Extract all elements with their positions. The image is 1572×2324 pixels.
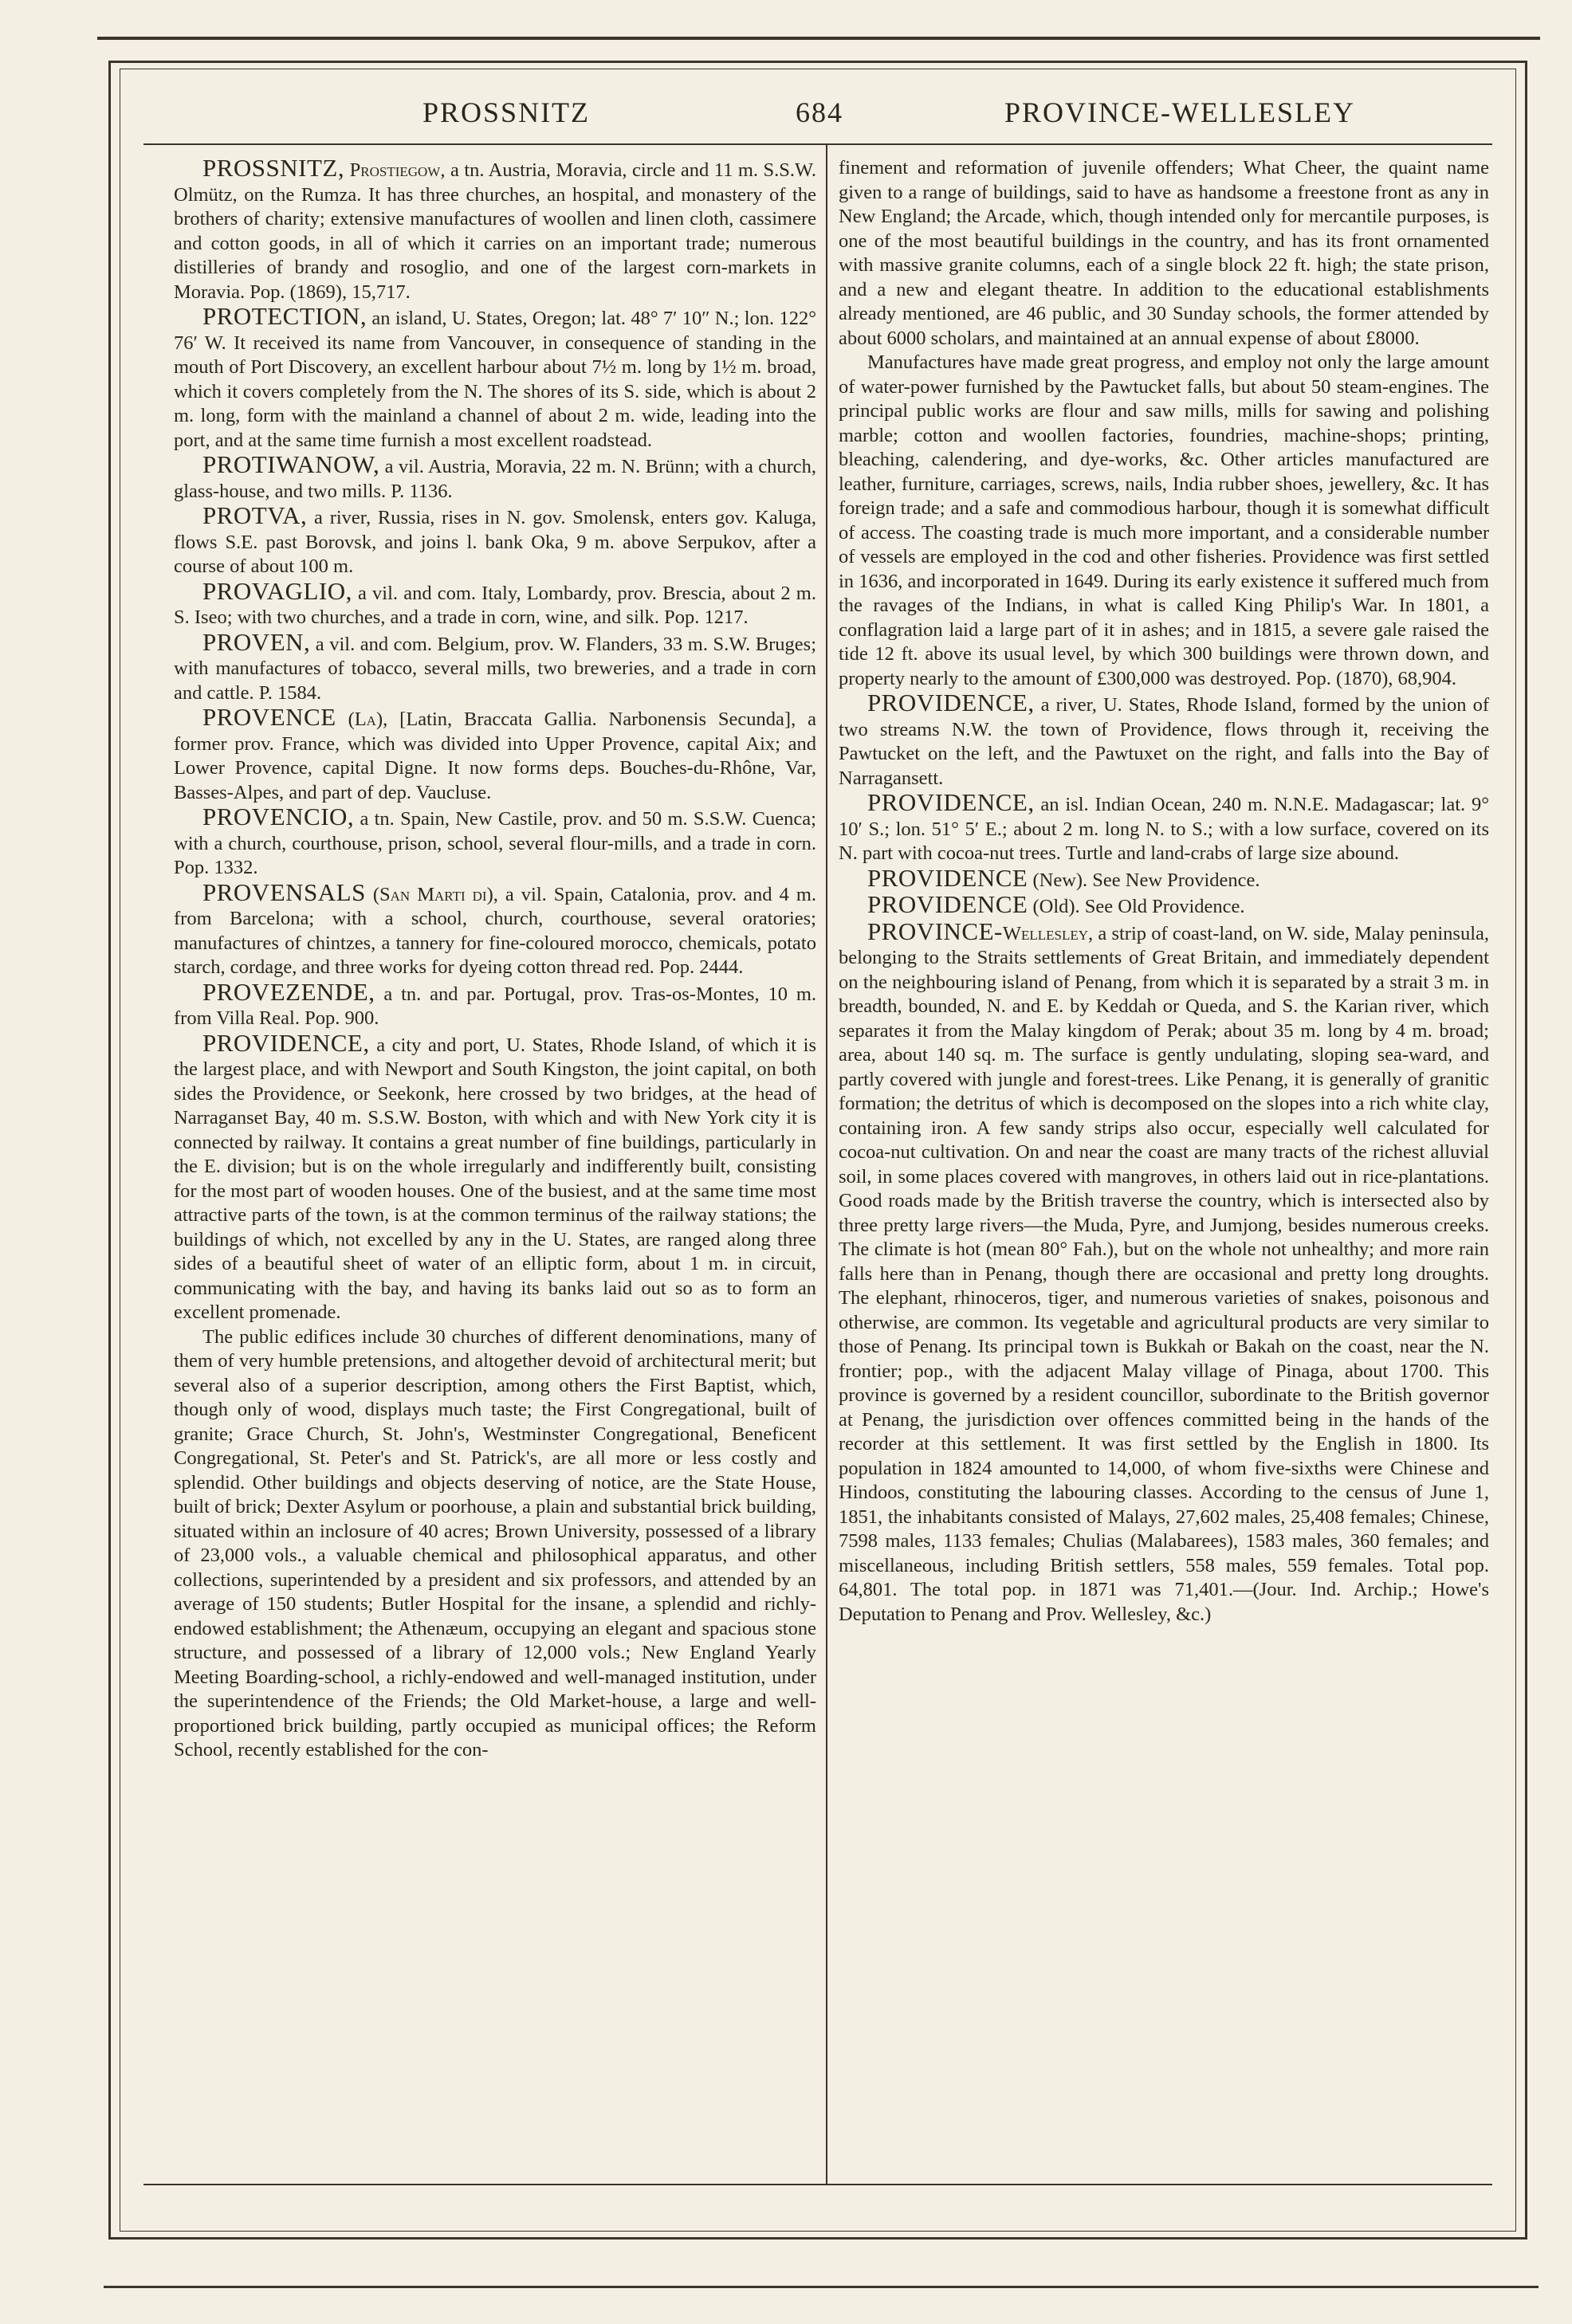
entry-protva: PROTVA, a river, Russia, rises in N. gov. Smolensk, enters gov. Kaluga, flows S.E. past Borovsk, and joins l. bank Oka, 9 m. above Serpukov, after a course of about 100 m.	[174, 501, 816, 577]
providence-manufactures-paragraph: Manufactures have made great progress, and employ not only the large amount of water-power furnished by the Pawtucket falls, but about 50 steam-engines. The principal public works are flour and saw mills, mills for sawing and polishing marble; cotton and woollen factories, foundries, machine-shops; printing, bleaching, calendering, and dye-works, &c. Other articles manufactured are leather, furniture, carriages, screws, nails, India rubber shoes, jewellery, &c. It has foreign trade; and a safe and commodious harbour, though it is somewhat difficult of access. The coasting trade is much more important, and a considerable number of vessels are employed in the cod and other fisheries. Providence was first settled in 1636, and incorporated in 1649. During its early existence it suffered much from the ravages of the Indians, in what is called King Philip's War. In 1801, a conflagration laid a large part of it in ashes; and in 1815, a severe gale raised the tide 12 ft. above its usual level, by which 300 buildings were thrown down, and property nearly to the amount of £300,000 was destroyed. Pop. (1870), 68,904.	[839, 351, 1489, 689]
right-column	[839, 156, 1489, 1627]
bottom-rule	[104, 2286, 1539, 2288]
entry-province-wellesley: PROVINCE-Wellesley, a strip of coast-land, on W. side, Malay peninsula, belonging to the Straits settlements of Great Britain, and immediately dependent on the neighbouring island of Penang, from which it is separated by a strait 3 m. in breadth, bounded, N. and E. by Keddah or Queda, and S. the Karian river, which separates it from the Malay kingdom of Perak; about 35 m. long by 4 m. broad; area, about 140 sq. m. The surface is gently undulating, sloping sea-ward, and partly covered with jungle and forest-trees. Like Penang, it is generally of granitic formation; the detritus of which is decomposed on the slopes into a rich white clay, containing iron. A few sandy strips also occur, especially well calculated for cocoa-nut cultivation. On and near the coast are many tracts of the richest alluvial soil, in some places covered with mangroves, in others laid out in rice-plantations. Good roads made by the British traverse the country, which is intersected also by three pretty large rivers—the Muda, Pyre, and Jumjong, besides numerous creeks. The climate is hot (mean 80° Fah.), but on the whole not unhealthy; and more rain falls here than in Penang, though there are occasional and pretty long droughts. The elephant, rhinoceros, tiger, and numerous varieties of snakes, poisonous and otherwise, are common. Its vegetable and agricultural products are very similar to those of Penang. Its principal town is Bukkah or Bakah on the coast, near the N. frontier; pop., with the adjacent Malay village of Pinaga, about 1700. This province is governed by a resident councillor, subordinate to the British governor at Penang, the jurisdiction over offences committed being in the hands of the recorder at this settlement. It was first settled by the English in 1800. Its population in 1824 amounted to 14,000, of whom five-sixths were Chinese and Hindoos, constituting the labouring classes. According to the census of June 1, 1851, the inhabitants consisted of Malays, 27,602 males, 25,408 females; Chinese, 7598 males, 1133 females; Chulias (Malabarees), 1583 males, 360 females; and miscellaneous, including British settlers, 558 males, 559 females. Total pop. 64,801. The total pop. in 1871 was 71,401.—(Jour. Ind. Archip.; Howe's Deputation to Penang and Prov. Wellesley, &c.)	[839, 917, 1489, 1625]
providence-continuation-paragraph: finement and reformation of juvenile offenders; What Cheer, the quaint name given to a range of buildings, said to have as handsome a freestone front as any in New England; the Arcade, which, though intended only for mercantile purposes, is one of the most beautiful buildings in the country, and has its front ornamented with massive granite columns, each of a single block 22 ft. high; the state prison, and a new and elegant theatre. In addition to the educational establishments already mentioned, are 46 public, and 30 Sunday schools, the former attended by about 6000 scholars, and maintained at an annual expense of about £8000.	[839, 157, 1489, 349]
footer-rule	[143, 2184, 1492, 2185]
header-left-guide-word: PROSSNITZ	[422, 96, 591, 128]
entry-provencio: PROVENCIO, a tn. Spain, New Castile, prov. and 50 m. S.S.W. Cuenca; with a church, courthouse, prison, school, several flour-mills, and a trade in corn. Pop. 1332.	[174, 803, 816, 878]
column-divider	[826, 143, 827, 2184]
left-column	[174, 156, 816, 1763]
top-rule	[97, 37, 1540, 40]
entry-prossnitz: PROSSNITZ, Prostiegow, a tn. Austria, Moravia, circle and 11 m. S.S.W. Olmütz, on the Rumza. It has three churches, an hospital, and monastery of the brothers of charity; extensive manufactures of woollen and linen cloth, cassimere and cotton goods, in all of which it carries on an important trade; numerous distilleries of brandy and rosoglio, and one of the largest corn-markets in Moravia. Pop. (1869), 15,717.	[174, 154, 817, 303]
entry-providence-island: PROVIDENCE, an isl. Indian Ocean, 240 m. N.N.E. Madagascar; lat. 9° 10′ S.; lon. 51° 5′ E.; about 2 m. long N. to S.; with a low surface, covered on its N. part with cocoa-nut trees. Turtle and land-crabs of large size abound.	[839, 788, 1489, 864]
entry-protiwanow: PROTIWANOW, a vil. Austria, Moravia, 22 m. N. Brünn; with a church, glass-house, and two mills. P. 1136.	[174, 450, 816, 502]
entry-providence-river: PROVIDENCE, a river, U. States, Rhode Island, formed by the union of two streams N.W. the town of Providence, flows through it, receiving the Pawtucket on the left, and the Pawtuxet on the right, and falls into the Bay of Narragansett.	[839, 689, 1489, 789]
page-number: 684	[796, 96, 843, 128]
entry-provensals: PROVENSALS (San Marti di), a vil. Spain, Catalonia, prov. and 4 m. from Barcelona; with a school, church, courthouse, several oratories; manufactures of chintzes, a tannery for fine-coloured morocco, chemicals, potato starch, cordage, and three works for dyeing cotton thread red. Pop. 2444.	[174, 877, 817, 978]
entry-proven: PROVEN, a vil. and com. Belgium, prov. W. Flanders, 33 m. S.W. Bruges; with manufactures of tobacco, several mills, two breweries, and a trade in corn and cattle. P. 1584.	[174, 627, 816, 704]
entry-providence-old: PROVIDENCE (Old). See Old Providence.	[867, 890, 1245, 918]
entry-provezende: PROVEZENDE, a tn. and par. Portugal, prov. Tras-os-Montes, 10 m. from Villa Real. Pop. 900.	[174, 977, 816, 1029]
entry-provence: PROVENCE (La), [Latin, Braccata Gallia. Narbonensis Secunda], a former prov. France, which was divided into Upper Provence, capital Aix; and Lower Provence, capital Digne. It now forms deps. Bouches-du-Rhône, Var, Basses-Alpes, and part of dep. Vaucluse.	[174, 703, 816, 803]
entry-protection: PROTECTION, an island, U. States, Oregon; lat. 48° 7′ 10″ N.; lon. 122° 76′ W. It received its name from Vancouver, in consequence of standing in the mouth of Port Discovery, an excellent harbour about 7½ m. long by 1½ m. broad, which it covers completely from the N. The shores of its S. side, which is about 2 m. long, form with the mainland a channel of about 2 m. wide, leading into the port, and at the same time furnish a most excellent roadstead.	[174, 302, 816, 451]
providence-public-edifices-paragraph: The public edifices include 30 churches of different denominations, many of them of very humble pretensions, and altogether devoid of architectural merit; but several also of a superior description, among others the First Baptist, which, though only of wood, displays much taste; the First Congregational, built of granite; Grace Church, St. John's, Westminster Congregational, Beneficent Congregational, St. Peter's and St. Patrick's, are all more or less costly and splendid. Other buildings and objects deserving of notice, are the State House, built of brick; Dexter Asylum or poorhouse, a plain and substantial brick building, situated within an inclosure of 40 acres; Brown University, possessed of a library of 23,000 vols., a valuable chemical and philosophical apparatus, and other collections, superintended by a president and six professors, and attended by an average of 150 students; Butler Hospital for the insane, a splendid and richly-endowed establishment; the Athenæum, occupying an elegant and spacious stone structure, and possessed of a library of 12,000 vols.; New England Yearly Meeting Boarding-school, a richly-endowed and well-managed institution, under the superintendence of the Friends; the Old Market-house, a large and well-proportioned brick building, partly occupied as municipal offices; the Reform School, recently established for the con-	[174, 1325, 816, 1761]
header-right-guide-word: PROVINCE-WELLESLEY	[1004, 96, 1355, 128]
header-rule	[143, 143, 1492, 145]
entry-providence-city: PROVIDENCE, a city and port, U. States, Rhode Island, of which it is the largest place, and with Newport and South Kingston, the joint capital, on both sides the Providence, or Seekonk, here crossed by two bridges, at the head of Narraganset Bay, 40 m. S.S.W. Boston, with which and with New York city it is connected by railway. It contains a great number of fine buildings, particularly in the E. division; but is on the whole irregularly and indifferently built, consisting for the most part of wooden houses. One of the busiest, and at the same time most attractive parts of the town, is at the common terminus of the railway stations; the buildings of which, not excelled by any in the U. States, are ranged along three sides of a beautiful sheet of water of an elliptic form, about 1 m. in circuit, communicating with the bay, and having its banks laid out so as to form an excellent promenade.	[174, 1028, 816, 1323]
running-header	[120, 96, 1516, 143]
entry-providence-new: PROVIDENCE (New). See New Providence.	[867, 863, 1260, 892]
entry-provaglio: PROVAGLIO, a vil. and com. Italy, Lombardy, prov. Brescia, about 2 m. S. Iseo; with two churches, and a trade in corn, wine, and silk. Pop. 1217.	[174, 576, 816, 628]
